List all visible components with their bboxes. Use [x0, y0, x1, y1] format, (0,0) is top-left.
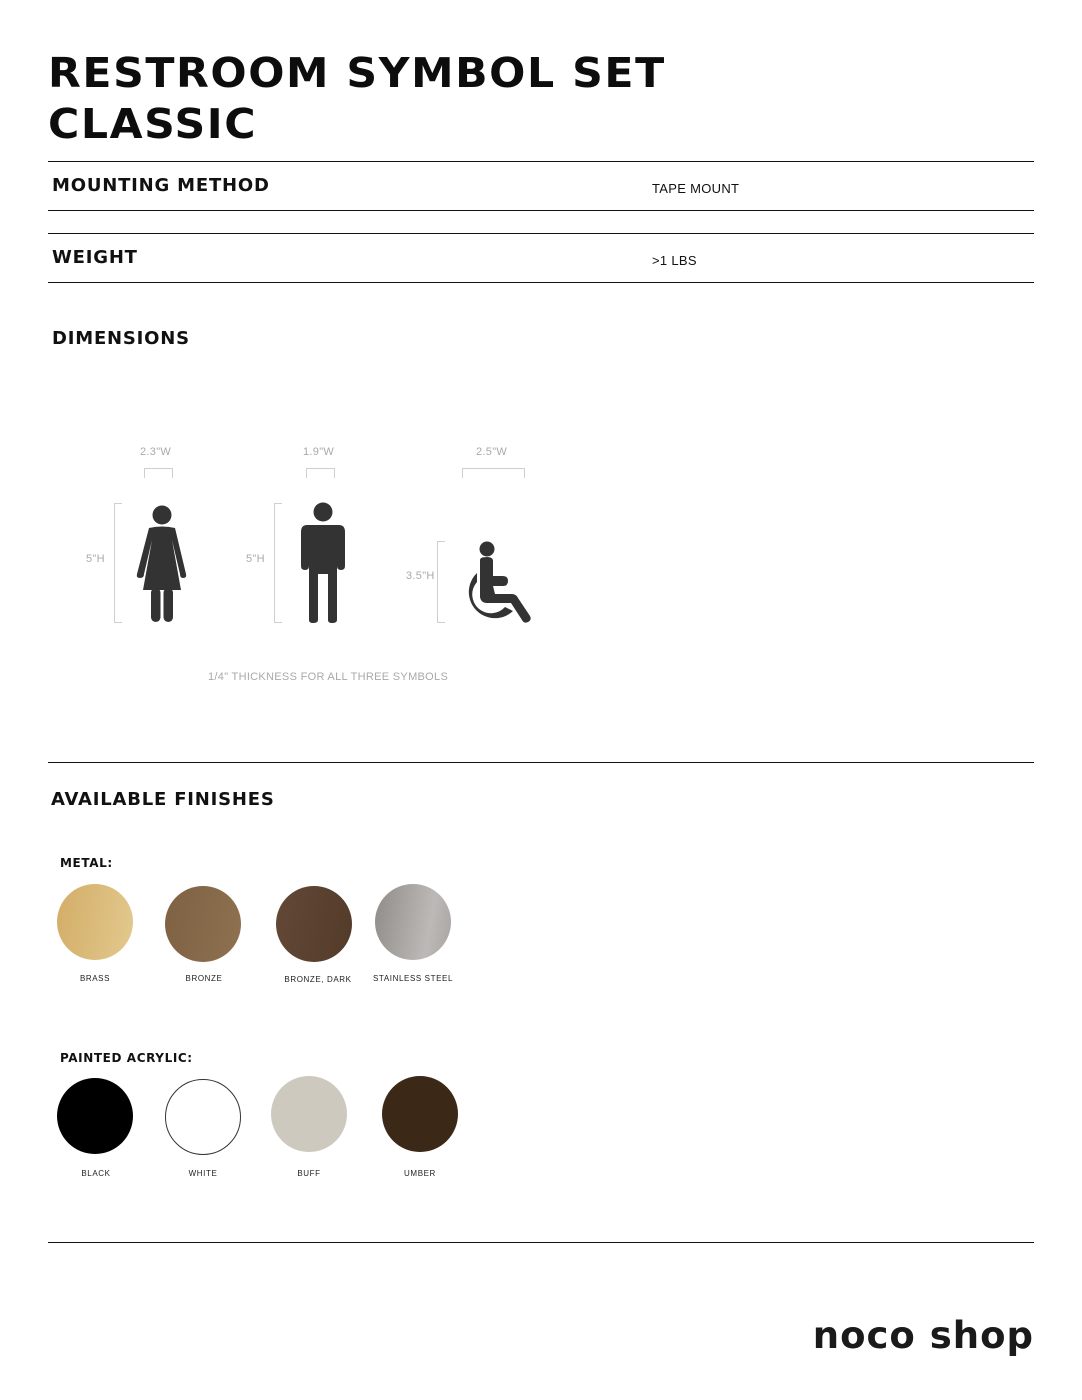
men-height-bracket: [274, 503, 282, 623]
spec-label-weight: WEIGHT: [52, 247, 138, 268]
brass-color-swatch: [57, 884, 133, 960]
divider: [48, 161, 1034, 162]
swatch-label-white: WHITE: [188, 1169, 218, 1178]
swatch-label-bronze: BRONZE: [185, 974, 223, 983]
women-width-label: 2.3"W: [140, 446, 172, 458]
finishes-heading: AVAILABLE FINISHES: [51, 789, 275, 810]
acrylic-heading: PAINTED ACRYLIC:: [60, 1051, 193, 1065]
swatch-umber[interactable]: [382, 1076, 458, 1152]
spec-value-mounting: TAPE MOUNT: [652, 181, 740, 196]
umber-color-swatch: [382, 1076, 458, 1152]
accessible-symbol-icon: [460, 540, 534, 628]
metal-heading: METAL:: [60, 856, 113, 870]
thickness-note: 1/4" THICKNESS FOR ALL THREE SYMBOLS: [208, 671, 449, 683]
accessible-width-bracket: [462, 468, 525, 478]
title-line-2: CLASSIC: [48, 100, 258, 148]
men-symbol-icon: [299, 502, 347, 624]
title-line-1: RESTROOM SYMBOL SET: [48, 49, 666, 97]
divider: [48, 762, 1034, 763]
divider: [48, 233, 1034, 234]
swatch-label-black: BLACK: [81, 1169, 111, 1178]
bronze-dark-color-swatch: [276, 886, 352, 962]
swatch-stainless-steel[interactable]: [375, 884, 451, 960]
divider: [48, 1242, 1034, 1243]
swatch-label-umber: UMBER: [404, 1169, 436, 1178]
stainless-steel-color-swatch: [375, 884, 451, 960]
brand-logo: noco shop: [812, 1314, 1034, 1357]
spec-label-mounting: MOUNTING METHOD: [52, 175, 270, 196]
swatch-black[interactable]: [57, 1078, 133, 1154]
men-width-bracket: [306, 468, 335, 478]
women-height-label: 5"H: [86, 553, 105, 565]
women-symbol-icon: [134, 504, 190, 624]
men-height-label: 5"H: [246, 553, 265, 565]
swatch-label-buff: BUFF: [297, 1169, 321, 1178]
black-color-swatch: [57, 1078, 133, 1154]
swatch-buff[interactable]: [271, 1076, 347, 1152]
swatch-label-stainless-steel: STAINLESS STEEL: [373, 974, 453, 983]
swatch-bronze-dark[interactable]: [276, 886, 352, 962]
dimensions-heading: DIMENSIONS: [52, 328, 190, 349]
swatch-brass[interactable]: [57, 884, 133, 960]
accessible-height-label: 3.5"H: [406, 570, 435, 582]
accessible-width-label: 2.5"W: [476, 446, 508, 458]
swatch-label-bronze-dark: BRONZE, DARK: [284, 975, 352, 984]
divider: [48, 210, 1034, 211]
women-height-bracket: [114, 503, 122, 623]
white-color-swatch: [165, 1079, 241, 1155]
spec-value-weight: >1 LBS: [652, 253, 697, 268]
women-width-bracket: [144, 468, 173, 478]
accessible-height-bracket: [437, 541, 445, 623]
swatch-bronze[interactable]: [165, 886, 241, 962]
swatch-label-brass: BRASS: [79, 974, 111, 983]
swatch-white[interactable]: [165, 1079, 241, 1155]
divider: [48, 282, 1034, 283]
buff-color-swatch: [271, 1076, 347, 1152]
men-width-label: 1.9"W: [303, 446, 335, 458]
page-title: [48, 48, 666, 150]
bronze-color-swatch: [165, 886, 241, 962]
